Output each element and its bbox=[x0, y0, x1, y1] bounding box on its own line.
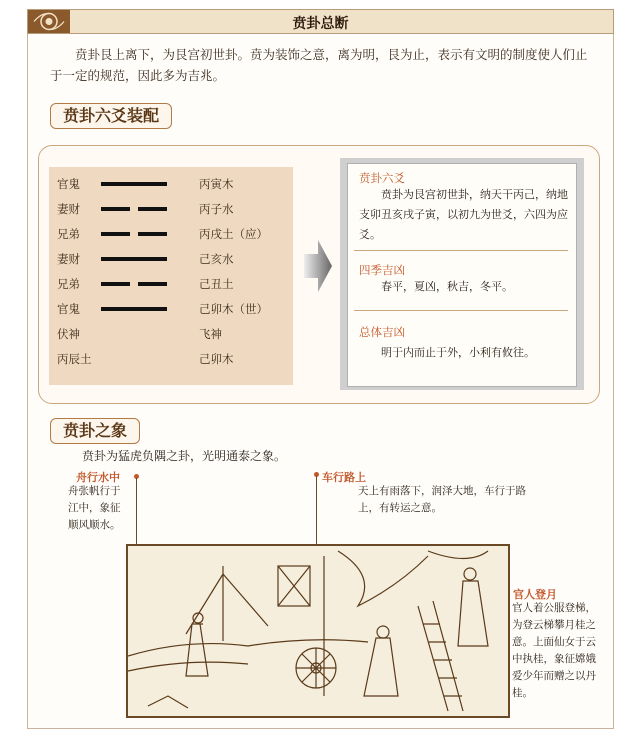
yao-row bbox=[49, 272, 293, 294]
yao-row bbox=[49, 297, 293, 319]
yao-name: 妻财 bbox=[57, 252, 80, 266]
fushen-row bbox=[49, 322, 293, 344]
siji-text: 春平，夏凶，秋吉，冬平。 bbox=[381, 280, 513, 293]
feishen-label: 飞神 bbox=[199, 327, 222, 341]
yao-row bbox=[49, 222, 293, 244]
liuyao-heading: 贲卦六爻 bbox=[359, 171, 405, 185]
callout-text-boat: 舟张帆行于江中，象征顺风顺水。 bbox=[68, 485, 121, 531]
yao-ganzhi: 己卯木（世） bbox=[199, 302, 268, 316]
yao-ganzhi: 丙寅木 bbox=[199, 177, 234, 191]
yao-panel bbox=[49, 167, 293, 385]
yao-name: 官鬼 bbox=[57, 177, 80, 191]
section-title-liuyao: 贲卦六爻装配 bbox=[50, 103, 172, 129]
siji-heading: 四季吉凶 bbox=[359, 263, 405, 277]
yao-ganzhi: 己丑土 bbox=[199, 277, 234, 291]
feishen-value: 己卯木 bbox=[199, 352, 234, 366]
yao-name: 兄弟 bbox=[57, 227, 80, 241]
header-bar bbox=[27, 9, 614, 34]
yao-row bbox=[49, 197, 293, 219]
callout-title-official: 官人登月 bbox=[513, 588, 557, 601]
fushen-label: 伏神 bbox=[57, 327, 80, 341]
yin-line bbox=[101, 232, 167, 236]
yao-row bbox=[49, 172, 293, 194]
divider bbox=[354, 310, 568, 311]
right-arrow-icon bbox=[302, 236, 334, 300]
fushen-value: 丙辰土 bbox=[57, 352, 92, 366]
yao-row bbox=[49, 247, 293, 269]
zongti-text: 明于内而止于外，小利有攸往。 bbox=[381, 346, 535, 359]
yao-ganzhi: 丙戌土（应） bbox=[199, 227, 268, 241]
yang-line bbox=[101, 182, 167, 186]
callout-title-cart: 车行路上 bbox=[322, 471, 366, 484]
callout-title-boat: 舟行水中 bbox=[76, 471, 120, 484]
callout-text-cart: 天上有雨落下，润泽大地，车行于路上，有转运之意。 bbox=[358, 485, 526, 514]
liuyao-text: 贲卦为艮宫初世卦，纳天干丙己，纳地支卯丑亥戌子寅，以初九为世爻，六四为应爻。 bbox=[359, 188, 568, 241]
section-title-xiang: 贲卦之象 bbox=[50, 418, 140, 444]
xiang-description: 贲卦为猛虎负隅之卦，光明通泰之象。 bbox=[82, 449, 287, 463]
zongti-heading: 总体吉凶 bbox=[359, 325, 405, 339]
woodcut-illustration bbox=[126, 544, 510, 718]
yao-name: 兄弟 bbox=[57, 277, 80, 291]
yang-line bbox=[101, 307, 167, 311]
yin-line bbox=[101, 282, 167, 286]
yao-name: 妻财 bbox=[57, 202, 80, 216]
yao-ganzhi: 丙子水 bbox=[199, 202, 234, 216]
yang-line bbox=[101, 257, 167, 261]
yao-ganzhi: 己亥水 bbox=[199, 252, 234, 266]
yin-line bbox=[101, 207, 167, 211]
intro-paragraph: 贲卦艮上离下，为艮宫初世卦。贲为装饰之意，离为明，艮为止，表示有文明的制度使人们止于一定的规范，因此多为吉兆。 bbox=[50, 47, 588, 83]
yao-name: 官鬼 bbox=[57, 302, 80, 316]
divider bbox=[354, 250, 568, 251]
callout-text-official: 官人着公服登梯，为登云梯攀月桂之意。上面仙女于云中执桂，象征嫦娥爱少年而赠之以丹桂。 bbox=[512, 602, 596, 699]
page-title: 贲卦总断 bbox=[292, 16, 349, 32]
fushen-value-row bbox=[49, 347, 293, 369]
